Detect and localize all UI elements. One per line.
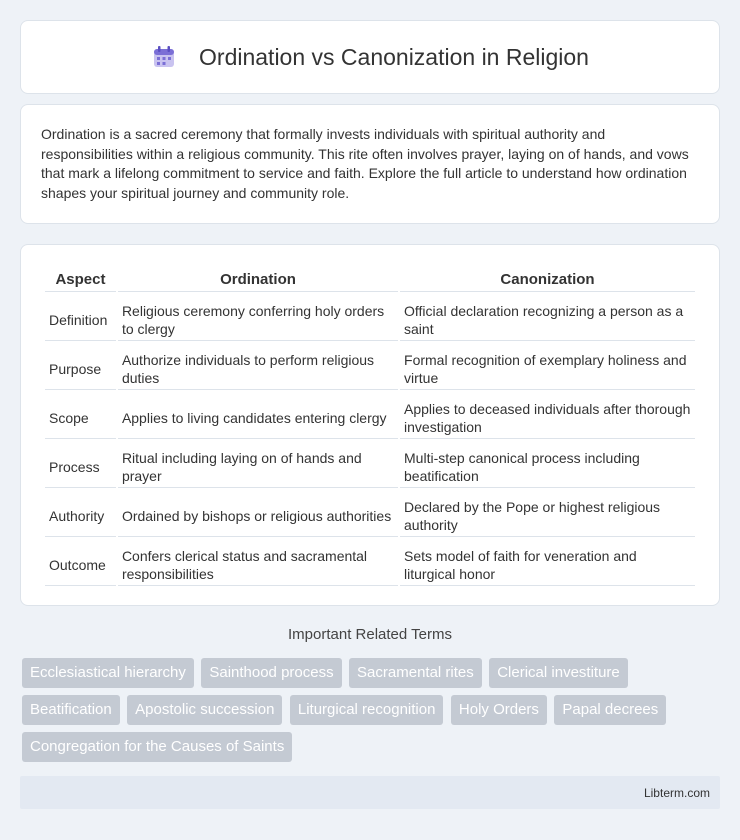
comparison-table [43, 265, 697, 588]
related-terms-title: Important Related Terms [288, 626, 452, 643]
intro-card [20, 104, 720, 224]
comparison-table-card [20, 244, 720, 606]
related-term-tag[interactable]: Clerical investiture [489, 658, 628, 688]
header-card [20, 20, 720, 94]
table-row [45, 343, 695, 390]
row-canonization: Multi-step canonical process including beatification [400, 441, 695, 488]
header-ordination: Ordination [118, 267, 398, 292]
row-aspect: Purpose [45, 343, 116, 390]
row-aspect: Definition [45, 294, 116, 341]
header-canonization: Canonization [400, 267, 695, 292]
related-term-tag[interactable]: Ecclesiastical hierarchy [22, 658, 194, 688]
header-aspect: Aspect [45, 267, 116, 292]
row-aspect: Scope [45, 392, 116, 439]
row-canonization: Official declaration recognizing a person as a saint [400, 294, 695, 341]
related-term-tag[interactable]: Apostolic succession [127, 695, 282, 725]
related-term-tag[interactable]: Sainthood process [201, 658, 341, 688]
related-terms-list [22, 658, 722, 769]
related-term-tag[interactable]: Liturgical recognition [290, 695, 444, 725]
row-canonization: Sets model of faith for veneration and liturgical honor [400, 539, 695, 586]
intro-text: Ordination is a sacred ceremony that formally invests individuals with spiritual authority and responsibilities within a religious community. This rite often involves prayer, laying on of hands, and vows that mark a lifelong commitment to service and faith. Explore the full article to understand how ordination shapes your spiritual journey and community role. [41, 126, 689, 201]
row-ordination: Authorize individuals to perform religious duties [118, 343, 398, 390]
calendar-icon [151, 44, 177, 70]
row-canonization: Applies to deceased individuals after thorough investigation [400, 392, 695, 439]
row-canonization: Formal recognition of exemplary holiness and virtue [400, 343, 695, 390]
table-row [45, 441, 695, 488]
table-row [45, 490, 695, 537]
page-title: Ordination vs Canonization in Religion [199, 43, 589, 70]
related-term-tag[interactable]: Congregation for the Causes of Saints [22, 732, 292, 762]
related-term-tag[interactable]: Beatification [22, 695, 120, 725]
related-term-tag[interactable]: Holy Orders [451, 695, 547, 725]
row-ordination: Religious ceremony conferring holy orders to clergy [118, 294, 398, 341]
footer [20, 776, 720, 809]
related-term-tag[interactable]: Sacramental rites [349, 658, 482, 688]
row-ordination: Ordained by bishops or religious authorities [118, 490, 398, 537]
footer-site-link[interactable]: Libterm.com [643, 786, 710, 800]
row-ordination: Ritual including laying on of hands and prayer [118, 441, 398, 488]
row-aspect: Authority [45, 490, 116, 537]
row-aspect: Outcome [45, 539, 116, 586]
table-row [45, 294, 695, 341]
table-row [45, 392, 695, 439]
row-ordination: Confers clerical status and sacramental responsibilities [118, 539, 398, 586]
related-term-tag[interactable]: Papal decrees [554, 695, 666, 725]
row-ordination: Applies to living candidates entering clergy [118, 392, 398, 439]
row-aspect: Process [45, 441, 116, 488]
table-header-row [45, 267, 695, 292]
table-row [45, 539, 695, 586]
row-canonization: Declared by the Pope or highest religious authority [400, 490, 695, 537]
